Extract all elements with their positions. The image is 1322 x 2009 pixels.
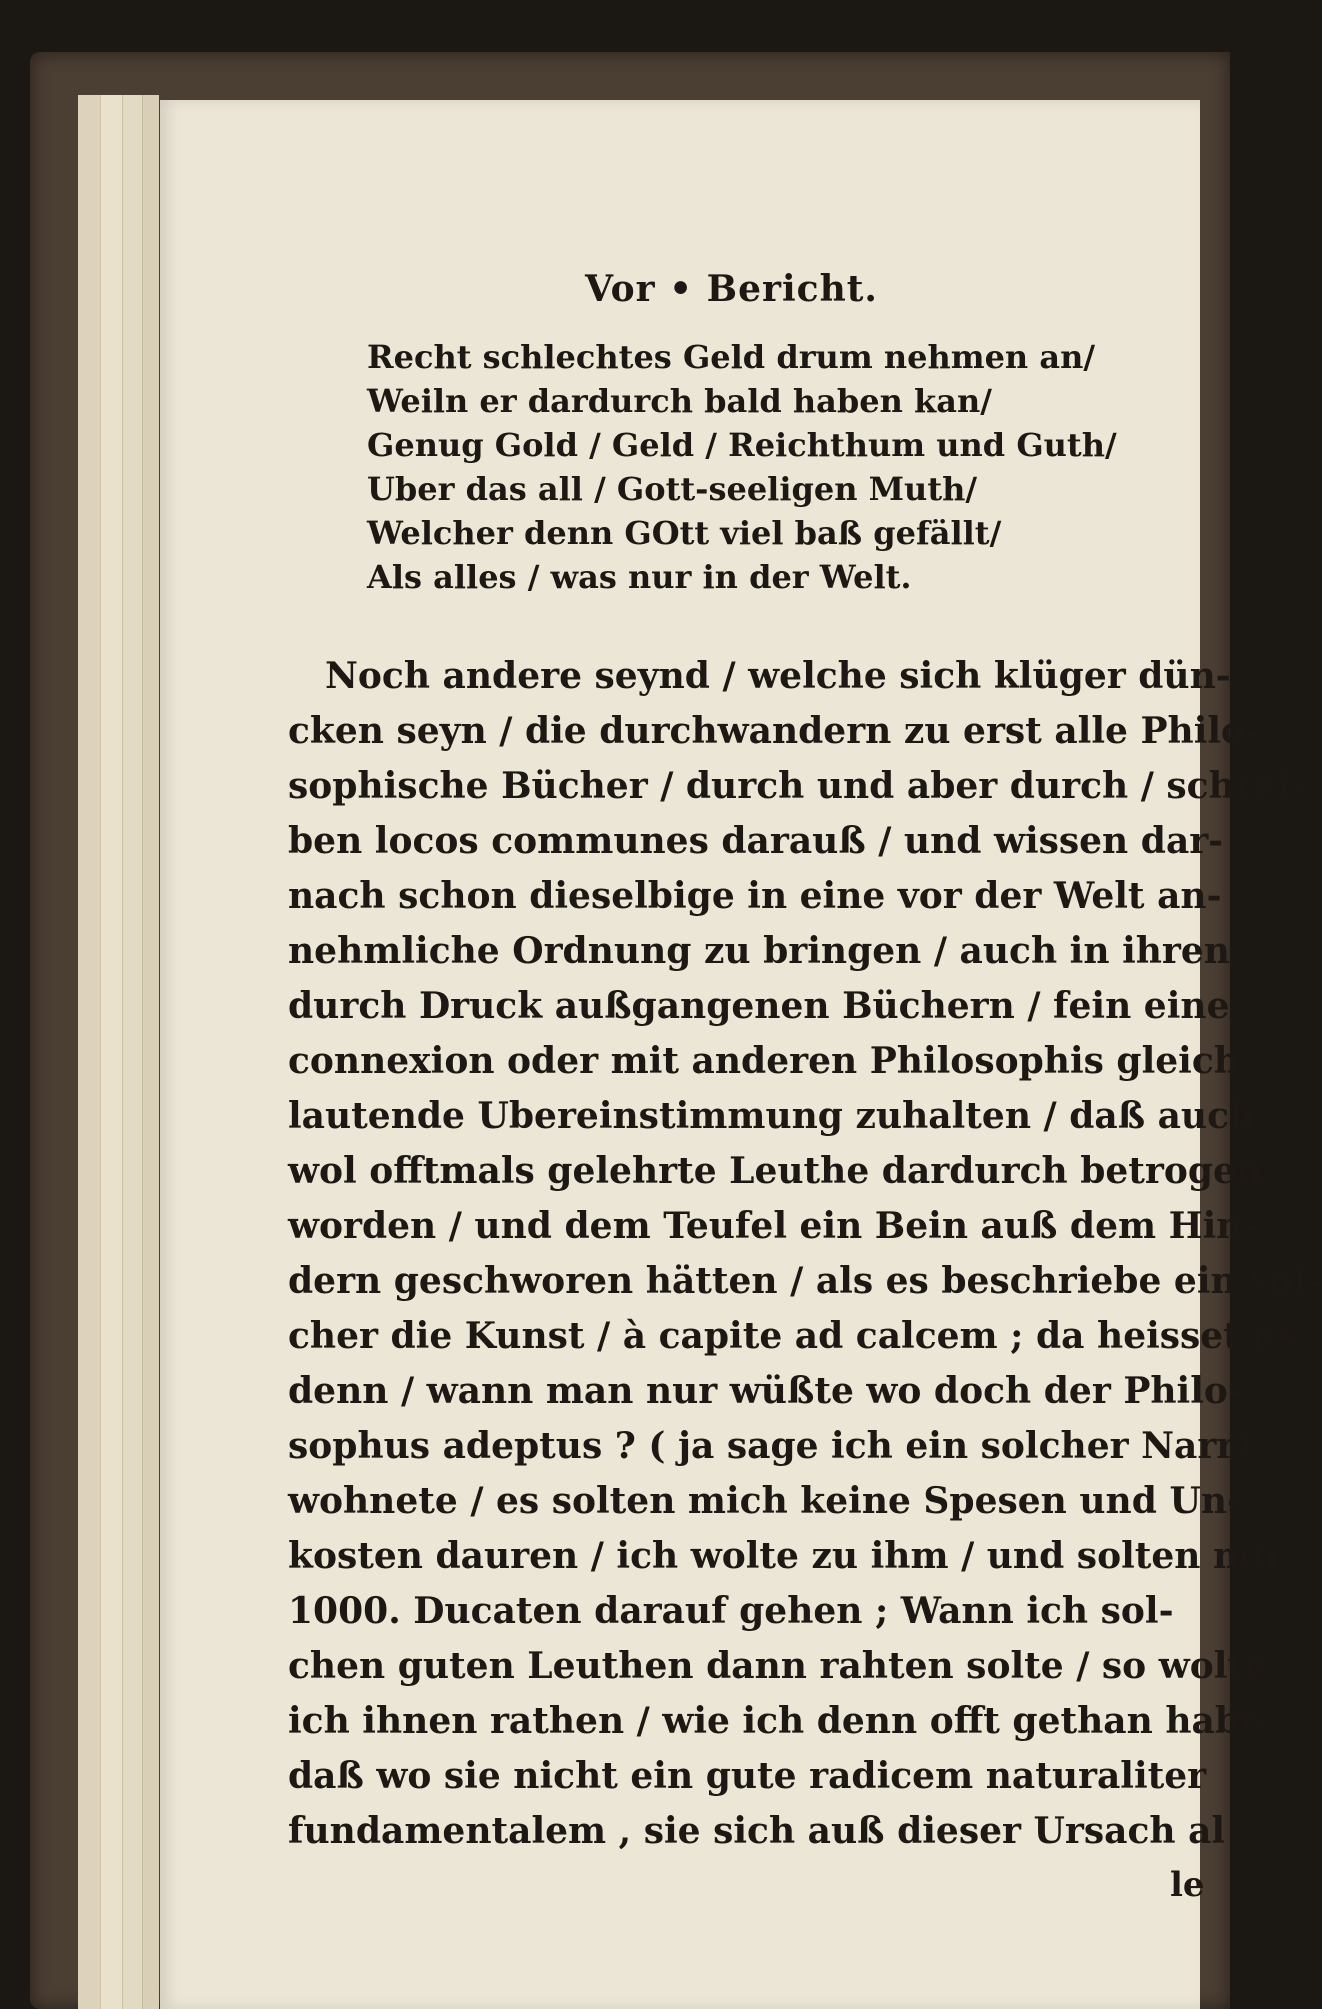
verse-line: Welcher denn GOtt viel baß gefällt/	[367, 514, 1002, 552]
text-line: durch Druck außgangenen Büchern / fein eine	[288, 985, 1230, 1027]
page-edge	[100, 95, 123, 2009]
verse-line: Weiln er dardurch bald haben kan/	[367, 382, 992, 420]
text-line: worden / und dem Teufel ein Bein auß dem Hin-	[288, 1205, 1258, 1247]
text-line: ich ihnen rathen / wie ich denn offt gethan habe	[288, 1700, 1263, 1742]
printed-page	[160, 100, 1322, 2009]
page-edge	[142, 95, 159, 2009]
text-line: cher die Kunst / à capite ad calcem ; da heisset es	[288, 1315, 1296, 1357]
verse-line: Recht schlechtes Geld drum nehmen an/	[367, 338, 1096, 376]
text-line: kosten dauren / ich wolte zu ihm / und solten mir	[288, 1535, 1284, 1577]
text-line: fundamentalem , sie sich auß dieser Ursach al	[288, 1810, 1226, 1852]
text-line: sophus adeptus ? ( ja sage ich ein solcher Narr)	[288, 1425, 1253, 1467]
text-line: wohnete / es solten mich keine Spesen und Un-	[288, 1480, 1242, 1522]
page-edge	[78, 95, 100, 2009]
text-line: Noch andere seynd / welche sich klüger dün-	[325, 655, 1231, 697]
text-line: wol offtmals gelehrte Leuthe dardurch betrogen	[288, 1150, 1263, 1192]
text-line: dern geschworen hätten / als es beschriebe ein sol-	[288, 1260, 1322, 1302]
text-line: cken seyn / die durchwandern zu erst alle Philo-	[288, 710, 1260, 752]
text-line: lautende Ubereinstimmung zuhalten / daß auch	[288, 1095, 1256, 1137]
text-line: sophische Bücher / durch und aber durch / schrei-	[288, 765, 1306, 807]
text-line: ben locos communes darauß / und wissen dar-	[288, 820, 1224, 862]
verse-line: Genug Gold / Geld / Reichthum und Guth/	[367, 426, 1117, 464]
text-line: nehmliche Ordnung zu bringen / auch in ihren	[288, 930, 1230, 972]
text-line: 1000. Ducaten darauf gehen ; Wann ich sol-	[288, 1590, 1174, 1632]
verse-line: Uber das all / Gott-seeligen Muth/	[367, 470, 978, 508]
text-line: denn / wann man nur wüßte wo doch der Philo-	[288, 1370, 1243, 1412]
text-line: nach schon dieselbige in eine vor der Welt an-	[288, 875, 1222, 917]
page-edge	[122, 95, 143, 2009]
verse-line: Als alles / was nur in der Welt.	[367, 558, 912, 596]
text-line: chen guten Leuthen dann rahten solte / so wolte	[288, 1645, 1267, 1687]
text-line: daß wo sie nicht ein gute radicem naturaliter	[288, 1755, 1207, 1797]
catchword: le	[1170, 1865, 1205, 1905]
running-heading: Vor • Bericht.	[585, 268, 878, 310]
text-line: connexion oder mit anderen Philosophis gleich	[288, 1040, 1240, 1082]
